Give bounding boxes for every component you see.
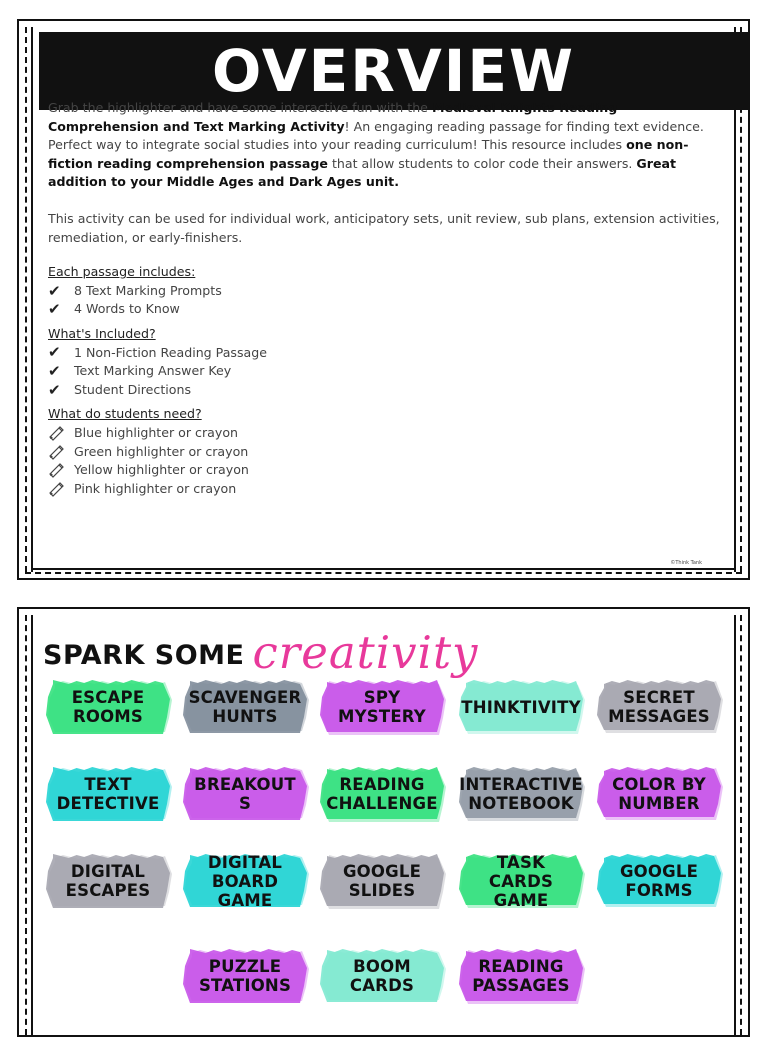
list-item bbox=[48, 461, 728, 480]
overview-sections bbox=[48, 263, 728, 498]
activity-badge-label: SCAVENGER HUNTS bbox=[188, 688, 302, 726]
activity-badge-label: INTERACTIVE NOTEBOOK bbox=[459, 775, 583, 813]
list-item-text: 8 Text Marking Prompts bbox=[74, 282, 222, 298]
activity-badge-label: SPY MYSTERY bbox=[338, 688, 426, 726]
activity-badge-label: BREAKOUT S bbox=[194, 775, 296, 813]
activity-badge-label: READING PASSAGES bbox=[472, 957, 570, 995]
activity-badge bbox=[180, 944, 310, 1008]
creativity-card bbox=[17, 607, 750, 1037]
section-heading: Each passage includes: bbox=[48, 264, 196, 280]
list-item bbox=[48, 282, 728, 301]
frame-line-left bbox=[31, 27, 33, 572]
activity-badge-label: GOOGLE FORMS bbox=[619, 862, 699, 900]
check-icon: ✔ bbox=[48, 380, 61, 399]
list-item-text: Pink highlighter or crayon bbox=[74, 480, 237, 496]
activity-badge-label: ESCAPE ROOMS bbox=[71, 688, 145, 726]
list-item bbox=[48, 443, 728, 462]
list-item bbox=[48, 480, 728, 499]
intro-paragraph bbox=[48, 99, 728, 192]
frame-border-right bbox=[740, 615, 742, 1035]
list-item-text: Green highlighter or crayon bbox=[74, 443, 249, 459]
intro-text: ! An engaging reading passage for finding text evidence. Perfect way to integrate social studies into your reading curriculum! This resource includes bbox=[48, 118, 704, 153]
activity-badge-label: DIGITAL ESCAPES bbox=[65, 862, 151, 900]
check-icon: ✔ bbox=[48, 300, 61, 319]
check-icon: ✔ bbox=[48, 361, 61, 380]
activity-badge bbox=[180, 762, 310, 826]
activity-badge-label: SECRET MESSAGES bbox=[608, 688, 710, 726]
activity-badge bbox=[317, 944, 447, 1008]
usage-paragraph: This activity can be used for individual work, anticipatory sets, unit review, sub plans, extension activities, remediation, or early-finishers. bbox=[48, 210, 720, 245]
overview-card bbox=[17, 19, 750, 580]
activity-badge bbox=[43, 762, 173, 826]
activity-badge bbox=[317, 762, 447, 826]
activity-badge bbox=[456, 944, 586, 1008]
activity-badge bbox=[456, 762, 586, 826]
list-item-text: Yellow highlighter or crayon bbox=[74, 462, 249, 478]
frame-border-left bbox=[25, 27, 27, 572]
list-item-text: Student Directions bbox=[74, 381, 192, 397]
activity-badge bbox=[594, 849, 724, 913]
activity-badge bbox=[317, 675, 447, 739]
activity-badge-label: READING CHALLENGE bbox=[326, 775, 438, 813]
check-icon: ✔ bbox=[48, 281, 61, 300]
intro-bold-text: one non-fiction reading comprehension passage bbox=[48, 137, 689, 171]
intro-bold-text: Medieval Knights Reading Comprehension and Text Marking Activity bbox=[48, 100, 618, 134]
frame-border-left bbox=[25, 615, 27, 1035]
activity-badge-label: THINKTIVITY bbox=[461, 697, 581, 717]
list-item bbox=[48, 300, 728, 319]
list-item bbox=[48, 344, 728, 363]
overview-body bbox=[48, 99, 728, 498]
activity-badge-label: GOOGLE SLIDES bbox=[342, 862, 422, 900]
list-item bbox=[48, 424, 728, 443]
list-item-text: 1 Non-Fiction Reading Passage bbox=[74, 344, 267, 360]
section-heading: What's Included? bbox=[48, 325, 156, 341]
activity-badge bbox=[456, 675, 586, 739]
activity-badge-label: TASK CARDS GAME bbox=[488, 852, 554, 910]
activity-badge bbox=[180, 849, 310, 913]
intro-text: that allow students to color code their answers. bbox=[327, 155, 637, 171]
pencil-icon bbox=[48, 425, 66, 441]
list-item-text: 4 Words to Know bbox=[74, 301, 180, 317]
activity-badge bbox=[317, 849, 447, 913]
overview-title: OVERVIEW bbox=[39, 32, 748, 110]
activity-badge bbox=[456, 849, 586, 913]
activity-badge-label: TEXT DETECTIVE bbox=[56, 775, 160, 813]
activity-badge bbox=[43, 849, 173, 913]
list-item bbox=[48, 362, 728, 381]
heading-script: creativity bbox=[252, 626, 479, 679]
intro-text: Grab the highlighter and have some interactive fun with the bbox=[48, 100, 432, 115]
check-icon: ✔ bbox=[48, 343, 61, 362]
activity-badge-label: DIGITAL BOARD GAME bbox=[207, 852, 283, 910]
intro-bold-text: Great addition to your Middle Ages and Dark Ages unit. bbox=[48, 155, 677, 190]
pencil-icon bbox=[48, 481, 66, 497]
activity-badge-label: COLOR BY NUMBER bbox=[612, 775, 706, 813]
list-item-text: Blue highlighter or crayon bbox=[74, 424, 239, 440]
activity-badge bbox=[180, 675, 310, 739]
activity-badge bbox=[594, 675, 724, 739]
activity-badge-label: PUZZLE STATIONS bbox=[198, 957, 292, 995]
frame-line-bottom bbox=[31, 568, 736, 570]
activity-badge bbox=[43, 675, 173, 739]
section-heading: What do students need? bbox=[48, 406, 202, 422]
list-item bbox=[48, 381, 728, 400]
activity-badge-label: BOOM CARDS bbox=[349, 957, 415, 995]
list-item-text: Text Marking Answer Key bbox=[74, 363, 232, 379]
frame-dash-bottom bbox=[25, 572, 742, 574]
creativity-heading bbox=[43, 619, 478, 679]
heading-plain: SPARK SOME bbox=[43, 640, 245, 671]
frame-line-right bbox=[734, 615, 736, 1035]
pencil-icon bbox=[48, 444, 66, 460]
frame-line-left bbox=[31, 615, 33, 1035]
copyright-credit: ©Think Tank bbox=[670, 560, 702, 566]
pencil-icon bbox=[48, 462, 66, 478]
activity-badge bbox=[594, 762, 724, 826]
